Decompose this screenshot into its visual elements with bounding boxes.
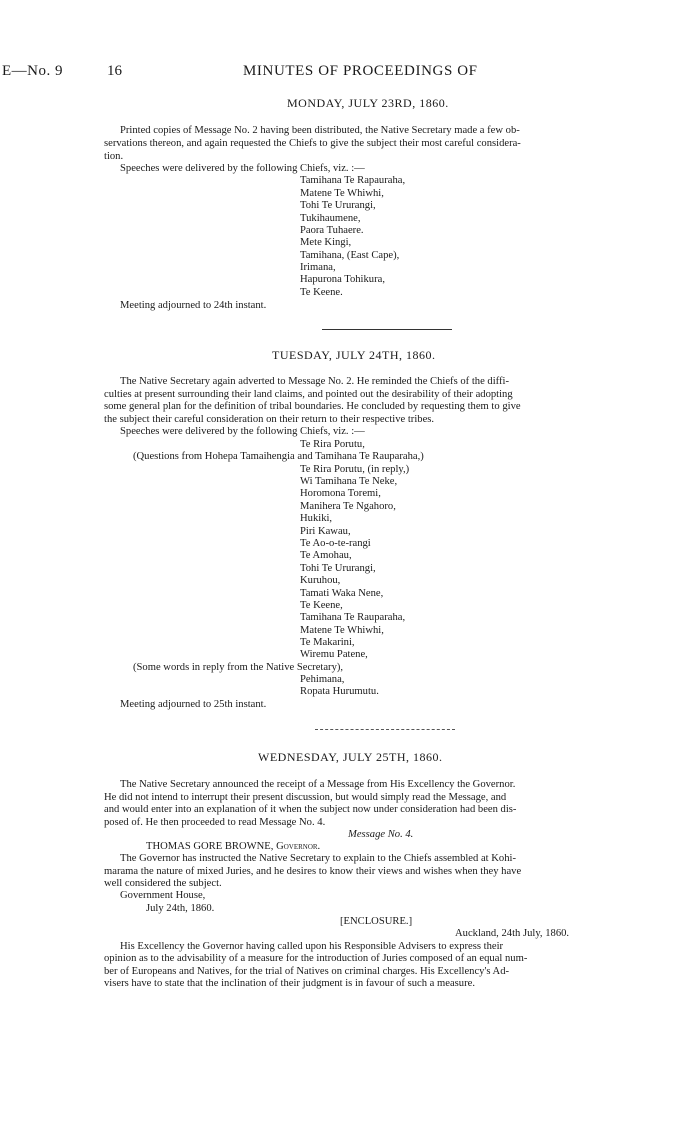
series-label: E—No. 9 xyxy=(2,63,63,79)
wednesday-para-line: and would enter into an explanation of it when the subject now under consideration had been dis- xyxy=(104,804,517,815)
speaker-name: Hukiki, xyxy=(300,513,333,524)
monday-para-line: tion. xyxy=(104,151,124,162)
government-house: Government House, xyxy=(120,890,206,901)
enclosure-para-line: visers have to state that the inclination of their judgment is in favour of such a measure. xyxy=(104,978,475,989)
speaker-name: Piri Kawau, xyxy=(300,526,351,537)
speaker-name: Manihera Te Ngahoro, xyxy=(300,501,396,512)
reply-note: (Some words in reply from the Native Secretary), xyxy=(133,662,344,673)
governor-para-line: well considered the subject. xyxy=(104,878,222,889)
tuesday-heading: TUESDAY, JULY 24TH, 1860. xyxy=(272,348,436,362)
speaker-name: Irimana, xyxy=(300,262,336,273)
section-divider xyxy=(315,729,455,730)
speaker-name: Ropata Hurumutu. xyxy=(300,686,379,697)
enclosure-place-date: Auckland, 24th July, 1860. xyxy=(455,928,570,939)
enclosure-para-line: opinion as to the advisability of a measure for the introduction of Juries composed of an equal num- xyxy=(104,953,528,964)
speaker-name: Wi Tamihana Te Neke, xyxy=(300,476,398,487)
speaker-name: Mete Kingi, xyxy=(300,237,352,248)
tuesday-para-line: some general plan for the definition of tribal boundaries. He concluded by requesting them to give xyxy=(104,401,521,412)
monday-para-line: Printed copies of Message No. 2 having been distributed, the Native Secretary made a few ob- xyxy=(120,125,520,136)
message-label: Message No. 4. xyxy=(348,829,414,840)
speaker-name: Kuruhou, xyxy=(300,575,341,586)
monday-adjourned: Meeting adjourned to 24th instant. xyxy=(120,300,267,311)
governor-para-line: marama the nature of mixed Juries, and he desires to know their views and wishes when they have xyxy=(104,866,522,877)
speaker-name: Tukihaumene, xyxy=(300,213,361,224)
tuesday-para-line: the subject their careful consideration on their return to their respective tribes. xyxy=(104,414,435,425)
speaker-name: Te Keene, xyxy=(300,600,343,611)
tuesday-speeches-intro: Speeches were delivered by the following Chiefs, viz. :— xyxy=(120,426,365,437)
questions-note: (Questions from Hohepa Tamaihengia and Tamihana Te Rauparaha,) xyxy=(133,451,424,462)
speaker-name: Te Rira Porutu, (in reply,) xyxy=(300,464,410,475)
wednesday-para-line: posed of. He then proceeded to read Message No. 4. xyxy=(104,817,326,828)
speaker-name: Te Ao-o-te-rangi xyxy=(300,538,371,549)
tuesday-para-line: culties at present surrounding their land claims, and pointed out the desirability of their adopting xyxy=(104,389,513,400)
page-title: MINUTES OF PROCEEDINGS OF xyxy=(243,63,478,79)
speaker-name: Horomona Toremi, xyxy=(300,488,381,499)
speaker-name: Tamihana, (East Cape), xyxy=(300,250,400,261)
tuesday-para-line: The Native Secretary again adverted to Message No. 2. He reminded the Chiefs of the diffi- xyxy=(120,376,509,387)
speaker-name: Tohi Te Ururangi, xyxy=(300,563,376,574)
speaker-name: Te Rira Porutu, xyxy=(300,439,365,450)
wednesday-para-line: The Native Secretary announced the receipt of a Message from His Excellency the Governor. xyxy=(120,779,516,790)
speaker-name: Hapurona Tohikura, xyxy=(300,274,385,285)
speaker-name: Matene Te Whiwhi, xyxy=(300,188,384,199)
speaker-name: Te Amohau, xyxy=(300,550,352,561)
speaker-name: Paora Tuhaere. xyxy=(300,225,364,236)
speaker-name: Tamihana Te Rapauraha, xyxy=(300,175,406,186)
speaker-name: Tamihana Te Rauparaha, xyxy=(300,612,406,623)
speaker-name: Wiremu Patene, xyxy=(300,649,368,660)
wednesday-heading: WEDNESDAY, JULY 25TH, 1860. xyxy=(258,750,443,764)
wednesday-para-line: He did not intend to interrupt their present discussion, but would simply read the Message, and xyxy=(104,792,507,803)
speaker-name: Pehimana, xyxy=(300,674,345,685)
monday-speeches-intro: Speeches were delivered by the following Chiefs, viz. :— xyxy=(120,163,365,174)
speaker-name: Te Keene. xyxy=(300,287,343,298)
governor-para-line: The Governor has instructed the Native Secretary to explain to the Chiefs assembled at Kohi- xyxy=(120,853,516,864)
enclosure-label: [ENCLOSURE.] xyxy=(340,916,413,927)
section-divider xyxy=(322,329,452,330)
enclosure-para-line: ber of Europeans and Natives, for the trial of Natives on criminal charges. His Excellency's Ad- xyxy=(104,966,510,977)
page-number: 16 xyxy=(107,63,122,79)
tuesday-adjourned: Meeting adjourned to 25th instant. xyxy=(120,699,267,710)
speaker-name: Tohi Te Ururangi, xyxy=(300,200,376,211)
government-date: July 24th, 1860. xyxy=(146,903,215,914)
speaker-name: Tamati Waka Nene, xyxy=(300,588,384,599)
monday-heading: MONDAY, JULY 23RD, 1860. xyxy=(287,96,449,110)
monday-para-line: servations thereon, and again requested the Chiefs to give the subject their most careful considera- xyxy=(104,138,521,149)
speaker-name: Te Makarini, xyxy=(300,637,355,648)
enclosure-para-line: His Excellency the Governor having called upon his Responsible Advisers to express their xyxy=(120,941,504,952)
governor-signature: THOMAS GORE BROWNE, Governor. xyxy=(146,841,321,852)
speaker-name: Matene Te Whiwhi, xyxy=(300,625,384,636)
